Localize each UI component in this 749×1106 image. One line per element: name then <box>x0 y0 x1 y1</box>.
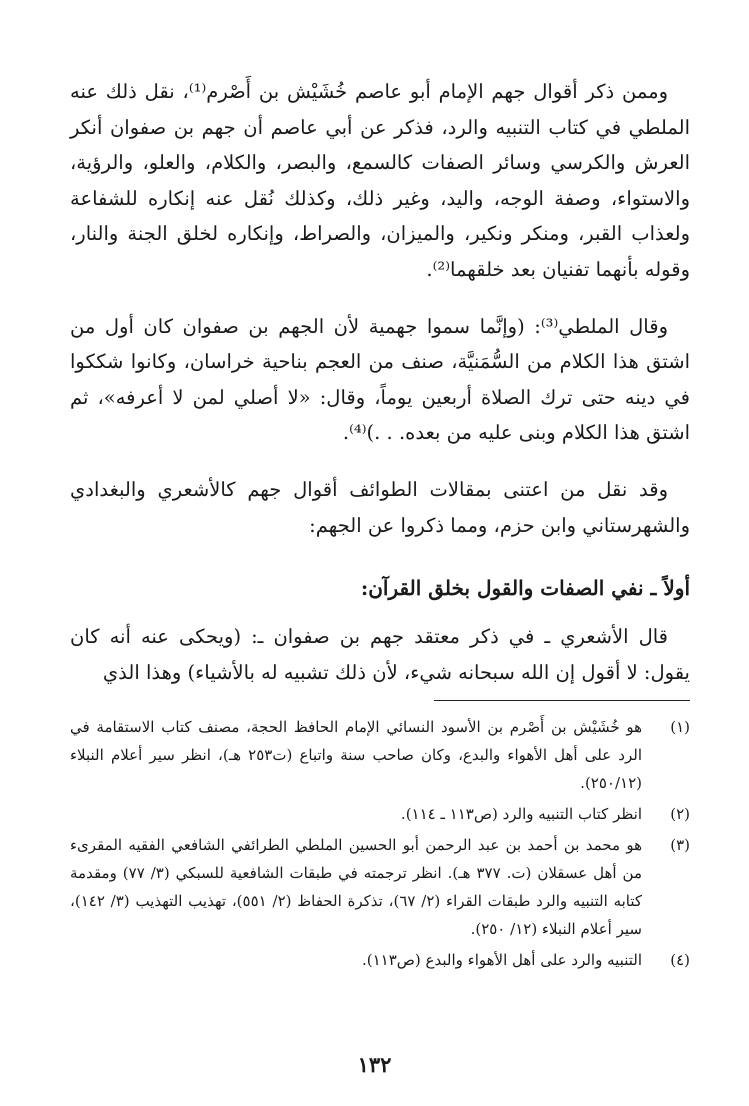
paragraph-1-text: وممن ذكر أقوال جهم الإمام أبو عاصم خُشَيْش بن أَصْرم⁽¹⁾، نقل ذلك عنه الملطي في كتاب التنبيه والرد، فذكر عن أبي عاصم أن جهم بن صفوان أنكر العرش والكرسي وسائر الصفات كالسمع، والبصر، والكلام، والعلو، والرؤية، والاستواء، وصفة الوجه، واليد، وغير ذلك، وكذلك نُقل عنه إنكاره للشفاعة ولعذاب القبر، ومنكر ونكير، والميزان، والصراط، وإنكاره لخلق الجنة والنار، وقوله بأنهما تفنيان بعد خلقهما⁽²⁾. <box>70 80 690 281</box>
paragraph-4-text: قال الأشعري ـ في ذكر معتقد جهم بن صفوان ـ: (ويحكى عنه أنه كان يقول: لا أقول إن الله سبحانه شيء، لأن ذلك تشبيه له بالأشياء) وهذا الذي <box>70 625 690 684</box>
footnote-2 <box>70 800 690 828</box>
footnote-number: (٤) <box>670 951 690 970</box>
paragraph-4 <box>70 619 690 690</box>
section-heading: أولاً ـ نفي الصفات والقول بخلق القرآن: <box>360 576 690 601</box>
footnote-number: (١) <box>670 718 690 737</box>
footnote-number: (٣) <box>670 836 690 855</box>
footnote-4 <box>70 946 690 974</box>
footnote-text: هو خُشَيْش بن أَصْرم بن الأسود النسائي الإمام الحافظ الحجة، مصنف كتاب الاستقامة في الرد على أهل الأهواء والبدع، وكان صاحب سنة واتباع (ت٢٥٣ هـ)، انظر سير أعلام النبلاء (٢٥٠/١٢). <box>70 718 642 793</box>
footnote-text: التنبيه والرد على أهل الأهواء والبدع (ص١١٣). <box>361 951 642 970</box>
footnote-1 <box>70 713 690 797</box>
paragraph-3-text: وقد نقل من اعتنى بمقالات الطوائف أقوال جهم كالأشعري والبغدادي والشهرستاني وابن حزم، ومما ذكروا عن الجهم: <box>70 477 690 537</box>
paragraph-2-text: وقال الملطي⁽³⁾: (وإنَّما سموا جهمية لأن الجهم بن صفوان كان أول من اشتق هذا الكلام من السُّمَنيَّة، صنف من العجم بناحية خراسان، وكانوا شككوا في دينه حتى ترك الصلاة أربعين يوماً، وقال: «لا أصلي لمن لا أعرفه»، ثم اشتق هذا الكلام وبنى عليه من بعده. . .)⁽⁴⁾. <box>70 314 690 445</box>
footnote-3 <box>70 831 690 943</box>
paragraph-1 <box>70 74 690 288</box>
footnote-divider <box>434 700 690 701</box>
footnote-text: انظر كتاب التنبيه والرد (ص١١٣ ـ ١١٤). <box>400 805 642 824</box>
page-body <box>70 74 690 977</box>
footnote-number: (٢) <box>670 805 690 824</box>
footnote-text: هو محمد بن أحمد بن عبد الرحمن أبو الحسين الملطي الطرائفي الشافعي الفقيه المقرىء من أهل عسقلان (ت. ٣٧٧ هـ). انظر ترجمته في طبقات الشافعية للسبكي (٣/ ٧٧) ومقدمة كتابه التنبيه والرد طبقات القراء (٢/ ٦٧)، تذكرة الحفاظ (٢/ ٥٥١)، تهذيب التهذيب (٣/ ١٤٢)، سير أعلام النبلاء (١٢/ ٢٥٠). <box>70 836 643 939</box>
footnotes <box>70 713 690 974</box>
page-number: ١٣٢ <box>357 1052 392 1077</box>
paragraph-2 <box>70 309 690 451</box>
paragraph-3 <box>70 472 690 543</box>
